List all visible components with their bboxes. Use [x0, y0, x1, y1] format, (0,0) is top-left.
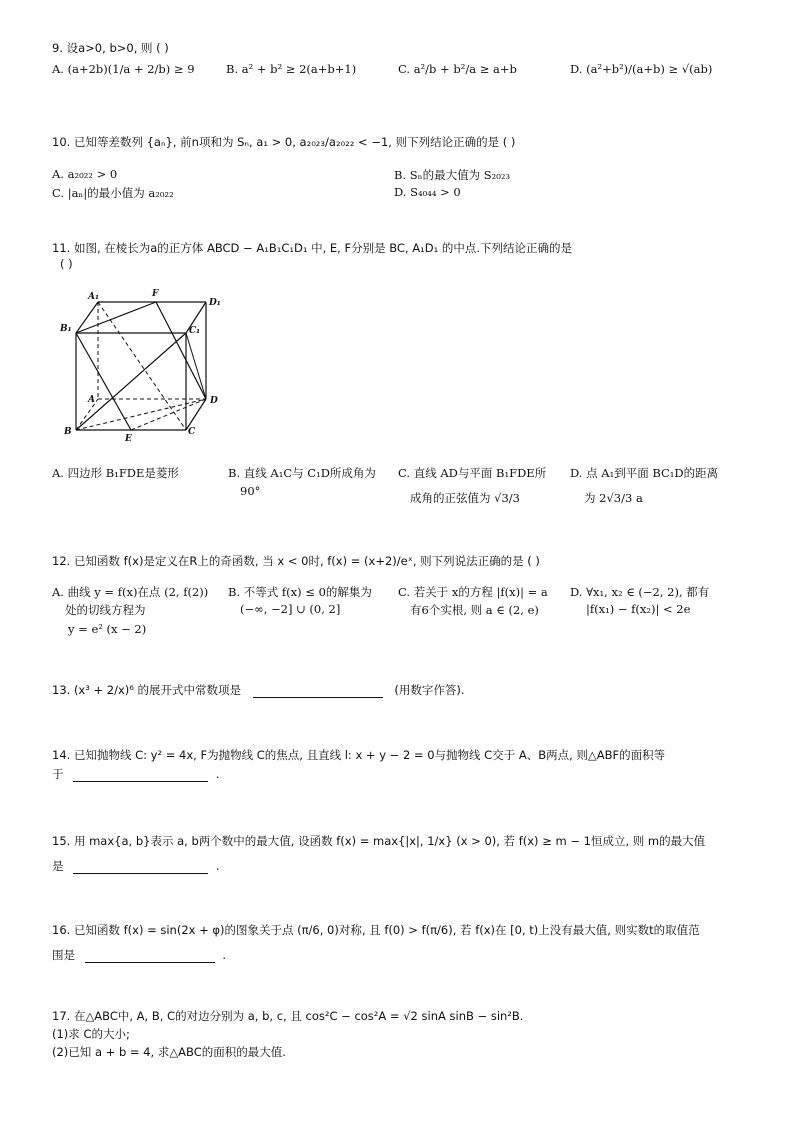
q17-part2: (2)已知 a + b = 4, 求△ABC的面积的最大值.	[52, 1045, 286, 1059]
q12-option-c-line1: C. 若关于 x的方程 |f(x)| = a	[398, 585, 548, 599]
q11-option-c-line1: C. 直线 AD与平面 B₁FDE所	[398, 466, 547, 480]
label-a: A	[88, 395, 95, 405]
label-b: B	[64, 427, 72, 437]
q9-stem: 9. 设a>0, b>0, 则 ( )	[52, 41, 169, 55]
q14-answer-blank[interactable]	[73, 767, 208, 782]
q17-part1: (1)求 C的大小;	[52, 1027, 130, 1041]
label-c1: C₁	[189, 326, 201, 336]
label-f: F	[152, 289, 159, 299]
q15-line2: 是	[52, 859, 64, 873]
q12-stem: 12. 已知函数 f(x)是定义在R上的奇函数, 当 x < 0时, f(x) = (x+2)/eˣ, 则下列说法正确的是 ( )	[52, 554, 540, 568]
q12-option-c-line2: 有6个实根, 则 a ∈ (2, e)	[410, 603, 539, 617]
q11-option-a: A. 四边形 B₁FDE是菱形	[52, 466, 179, 480]
q13-answer-blank[interactable]	[253, 683, 383, 698]
q14-line2: 于	[52, 767, 64, 781]
q11-option-c-line2: 成角的正弦值为 √3/3	[410, 491, 520, 505]
q11-option-b-line1: B. 直线 A₁C与 C₁D所成角为	[228, 466, 376, 480]
q11-option-b-line2: 90°	[240, 484, 261, 498]
q10-option-b: B. Sₙ的最大值为 S₂₀₂₃	[394, 168, 511, 182]
label-b1: B₁	[60, 324, 72, 334]
q17-line1: 17. 在△ABC中, A, B, C的对边分别为 a, b, c, 且 cos²C − cos²A = √2 sinA sinB − sin²B.	[52, 1009, 524, 1023]
q11-option-d-line1: D. 点 A₁到平面 BC₁D的距离	[570, 466, 719, 480]
label-e: E	[125, 434, 132, 444]
q12-option-a-line1: A. 曲线 y = f(x)在点 (2, f(2))	[52, 585, 209, 599]
q10-option-a: A. a₂₀₂₂ > 0	[52, 167, 118, 181]
q16-answer-blank[interactable]	[85, 948, 215, 963]
q12-option-b-line1: B. 不等式 f(x) ≤ 0的解集为	[228, 585, 372, 599]
q10-option-c: C. |aₙ|的最小值为 a₂₀₂₂	[52, 186, 174, 200]
q12-option-a-line3: y = e² (x − 2)	[68, 622, 147, 636]
q13-text-after: (用数字作答).	[394, 683, 465, 697]
label-d1: D₁	[209, 298, 221, 308]
q9-option-a: A. (a+2b)(1/a + 2/b) ≥ 9	[52, 62, 195, 76]
label-c: C	[188, 427, 196, 437]
q10-stem: 10. 已知等差数列 {aₙ}, 前n项和为 Sₙ, a₁ > 0, a₂₀₂₃/a₂₀₂₂ < −1, 则下列结论正确的是 ( )	[52, 135, 516, 149]
q12-option-a-line2: 处的切线方程为	[65, 603, 146, 617]
q15-line1: 15. 用 max{a, b}表示 a, b两个数中的最大值, 设函数 f(x) = max{|x|, 1/x} (x > 0), 若 f(x) ≥ m − 1恒成立, 则 m的最大值	[52, 834, 706, 848]
cube-figure	[58, 286, 228, 444]
q11-answer-paren: ( )	[60, 257, 73, 271]
q12-option-b-line2: (−∞, −2] ∪ (0, 2]	[240, 602, 341, 616]
q16-line2: 围是	[52, 948, 75, 962]
q15-answer-blank[interactable]	[73, 859, 208, 874]
q10-option-d: D. S₄₀₄₄ > 0	[394, 185, 461, 199]
q9-option-b: B. a² + b² ≥ 2(a+b+1)	[226, 62, 357, 76]
q9-option-c: C. a²/b + b²/a ≥ a+b	[398, 62, 517, 76]
q11-stem: 11. 如图, 在棱长为a的正方体 ABCD − A₁B₁C₁D₁ 中, E, F分别是 BC, A₁D₁ 的中点.下列结论正确的是	[52, 241, 573, 255]
label-a1: A₁	[88, 292, 99, 302]
q16-line1: 16. 已知函数 f(x) = sin(2x + φ)的图象关于点 (π/6, 0)对称, 且 f(0) > f(π/6), 若 f(x)在 [0, t)上没有最大值, 则实数t的取值范	[52, 923, 700, 937]
q9-option-d: D. (a²+b²)/(a+b) ≥ √(ab)	[570, 62, 713, 76]
q13-text-before: 13. (x³ + 2/x)⁶ 的展开式中常数项是	[52, 683, 242, 697]
q14-line1: 14. 已知抛物线 C: y² = 4x, F为抛物线 C的焦点, 且直线 l: x + y − 2 = 0与抛物线 C交于 A、B两点, 则△ABF的面积等	[52, 748, 666, 762]
q12-option-d-line1: D. ∀x₁, x₂ ∈ (−2, 2), 都有	[570, 585, 710, 599]
label-d: D	[210, 396, 218, 406]
q11-option-d-line2: 为 2√3/3 a	[584, 491, 643, 505]
q12-option-d-line2: |f(x₁) − f(x₂)| < 2e	[586, 602, 691, 616]
